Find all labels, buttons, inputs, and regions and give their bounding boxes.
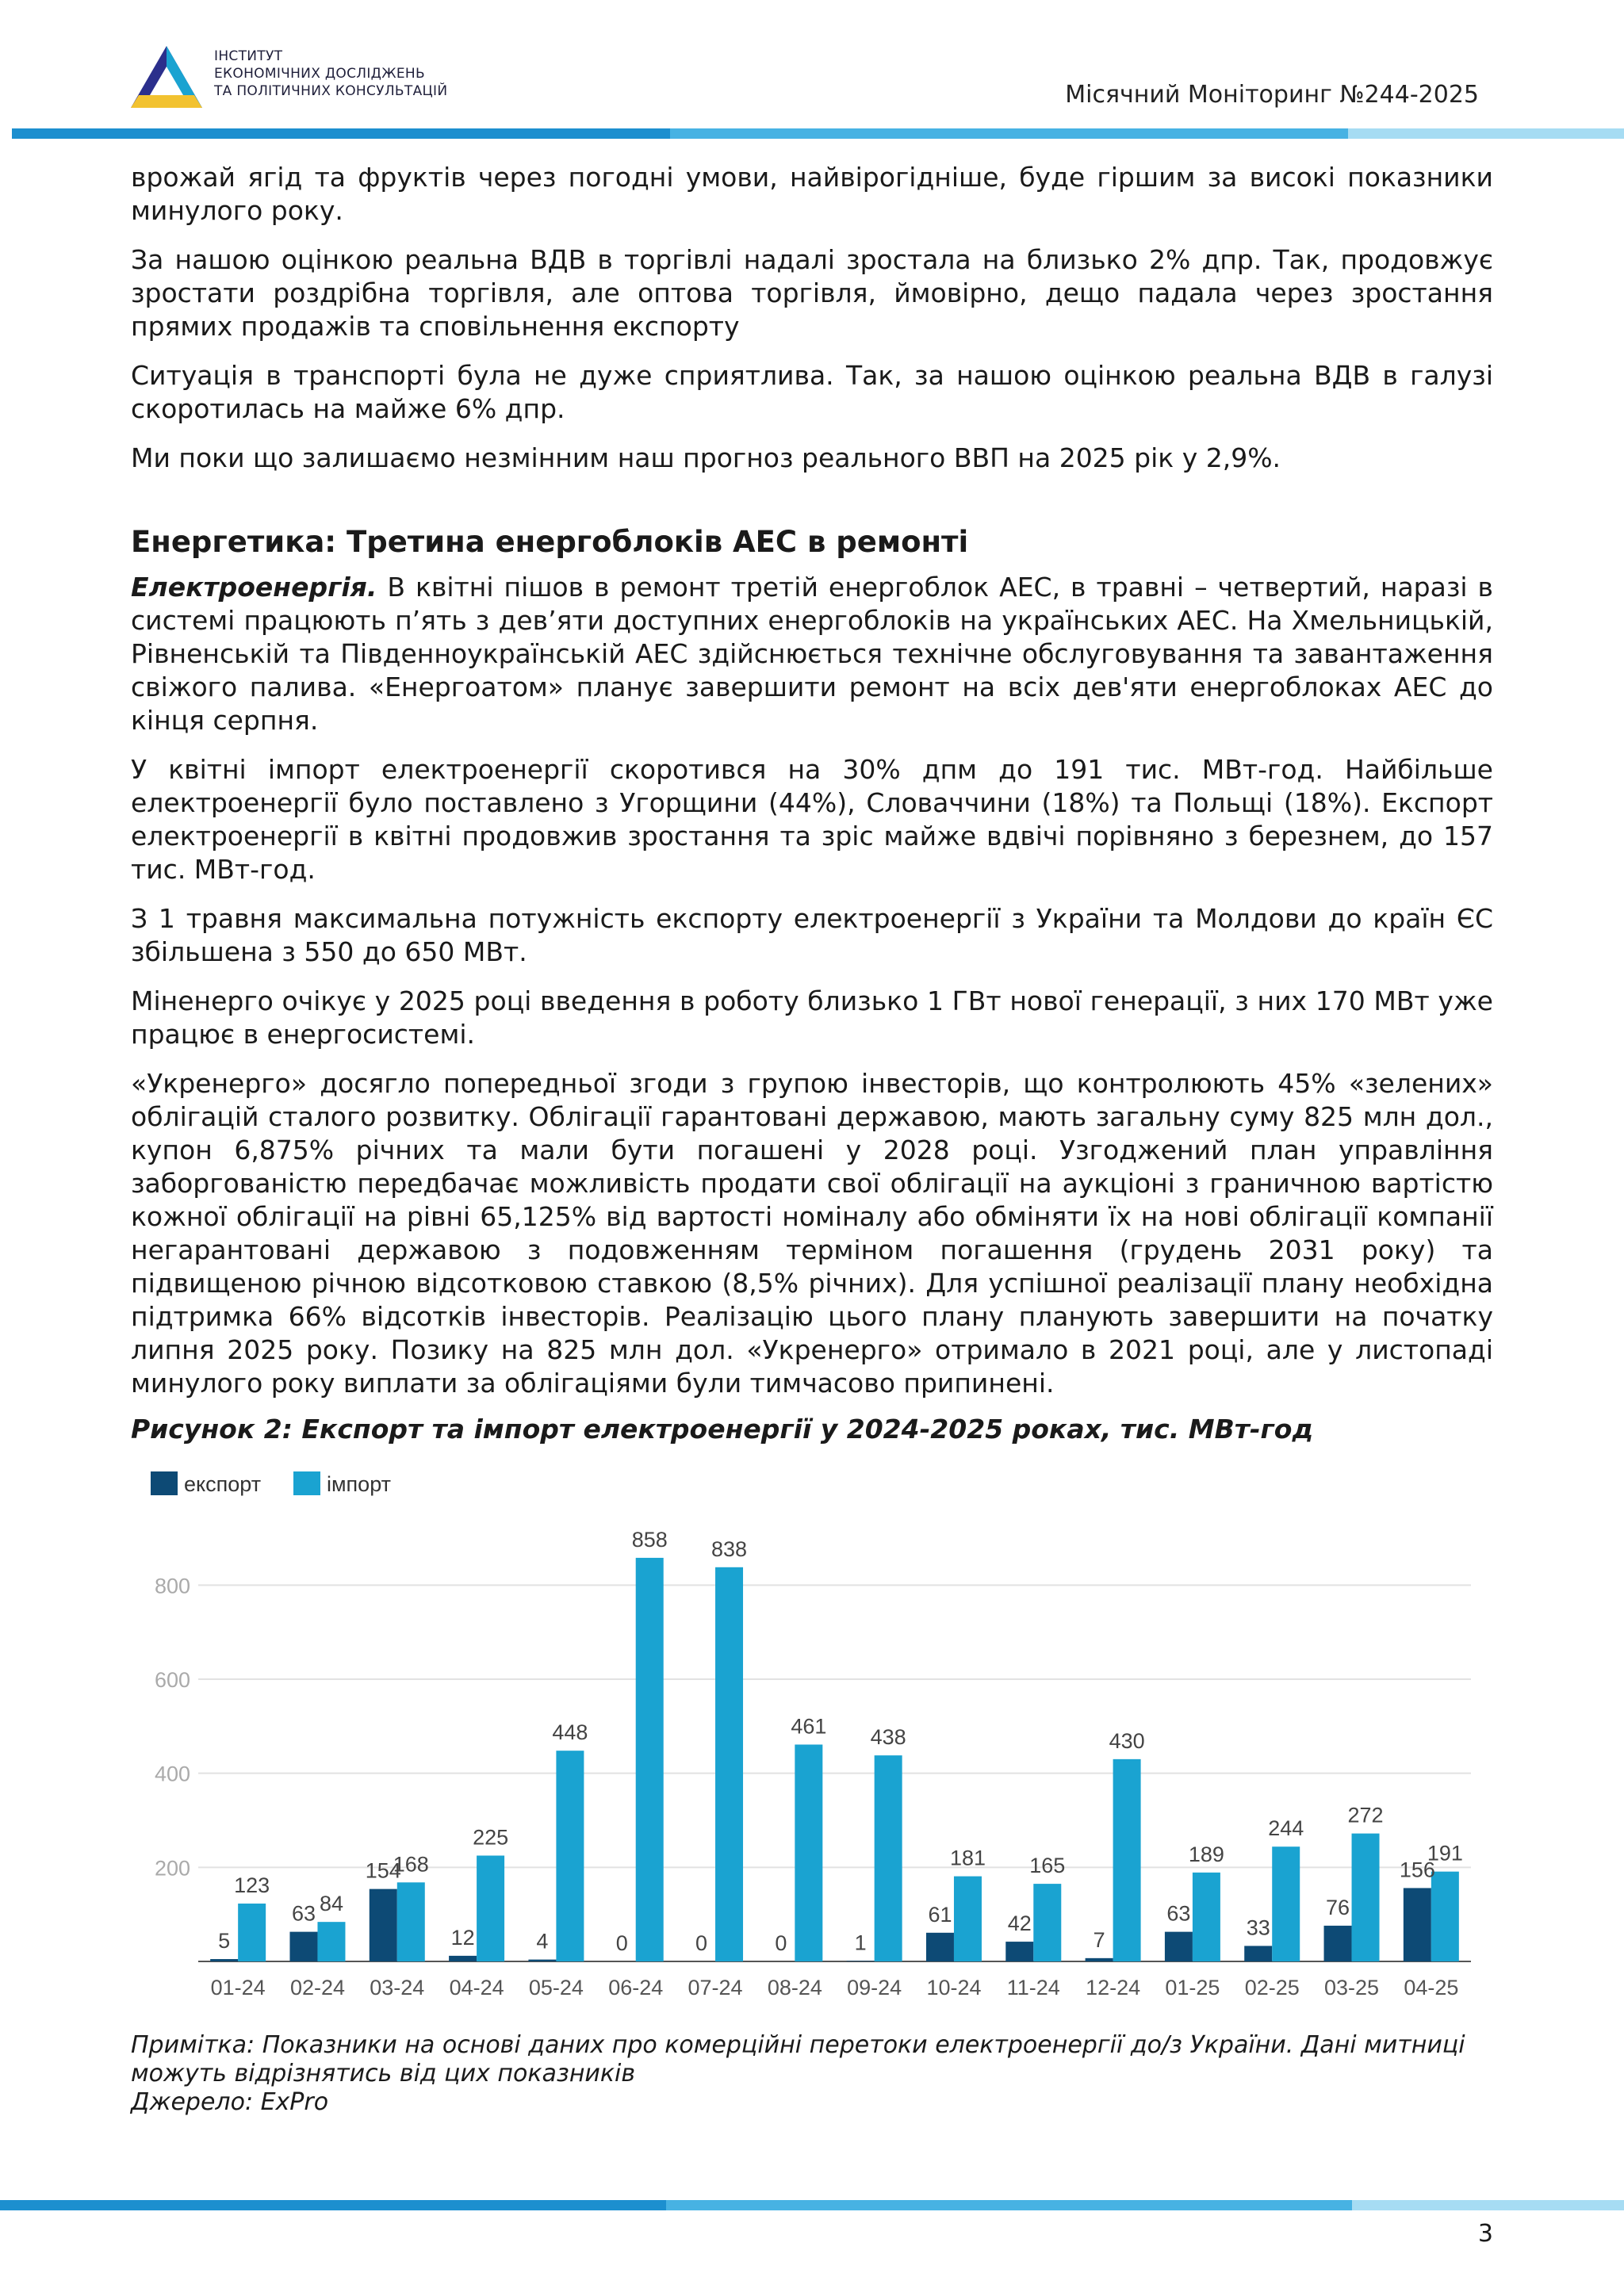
value-label-імпорт-01-24: 123 bbox=[234, 1873, 270, 1898]
header-band-dark bbox=[12, 128, 670, 139]
x-tick-label-01-25: 01-25 bbox=[1165, 1976, 1220, 1999]
text-block-energy bbox=[131, 523, 1493, 1416]
y-tick-label-200: 200 bbox=[154, 1856, 190, 1881]
paragraph-trade: За нашою оцінкою реальна ВДВ в торгівлі надалі зростала на близько 2% дпр. Так, продовжує зростати роздрібна торгівля, але оптова торгівля, ймовірно, дещо падала через зростання прямих продажів та сповільнення експорту bbox=[131, 244, 1493, 342]
bar-імпорт-07-24 bbox=[715, 1567, 743, 1961]
x-tick-label-03-24: 03-24 bbox=[370, 1976, 425, 1999]
value-label-імпорт-02-24: 84 bbox=[319, 1892, 343, 1916]
value-label-імпорт-09-24: 438 bbox=[870, 1725, 906, 1750]
paragraph-electricity bbox=[131, 571, 1493, 737]
bar-експорт-10-24 bbox=[926, 1933, 954, 1961]
bar-імпорт-11-24 bbox=[1033, 1884, 1061, 1961]
header-band-mid bbox=[670, 128, 1348, 139]
value-label-експорт-03-24: 154 bbox=[365, 1858, 401, 1883]
bar-експорт-03-25 bbox=[1324, 1926, 1352, 1961]
bar-експорт-01-25 bbox=[1165, 1932, 1193, 1961]
bar-імпорт-01-24 bbox=[238, 1904, 266, 1961]
y-tick-label-600: 600 bbox=[154, 1668, 190, 1692]
paragraph-harvest: врожай ягід та фруктів через погодні умови, найвірогідніше, буде гіршим за високі показники минулого року. bbox=[131, 162, 1493, 226]
value-label-імпорт-03-25: 272 bbox=[1347, 1803, 1384, 1827]
footer-band-dark bbox=[0, 2200, 666, 2210]
x-tick-label-02-24: 02-24 bbox=[289, 1976, 345, 1999]
value-label-імпорт-02-25: 244 bbox=[1268, 1816, 1304, 1841]
paragraph-new-generation: Міненерго очікує у 2025 році введення в роботу близько 1 ГВт нової генерації, з них 170 МВт уже працює в енергосистемі. bbox=[131, 985, 1493, 1050]
x-tick-label-12-24: 12-24 bbox=[1086, 1976, 1141, 1999]
bar-експорт-04-24 bbox=[449, 1956, 477, 1961]
x-tick-label-01-24: 01-24 bbox=[210, 1976, 266, 1999]
chart-legend bbox=[151, 1471, 391, 1496]
value-label-експорт-02-25: 33 bbox=[1246, 1915, 1270, 1940]
value-label-експорт-11-24: 42 bbox=[1007, 1911, 1032, 1936]
section-heading: Енергетика: Третина енергоблоків АЕС в ремонті bbox=[131, 525, 969, 559]
paragraph-ukrenergo-bonds: «Укренерго» досягло попередньої згоди з групою інвесторів, що контролюють 45% «зелених» облігацій сталого розвитку. Облігації гарантовані державою, мають загальну суму 825 млн дол., купон 6,875% річних та мали бути погашені у 2028 році. Узгоджений план управління заборгованістю передбачає можливість продати свої облігації на аукціоні з граничною вартістю кожної облігації на рівні 65,125% від вартості номіналу або обміняти їх на нові облігації компанії негарантовані державою з подовженням терміном погашення (грудень 2031 року) та підвищеною річною відсотковою ставкою (8,5% річних). Для успішної реалізації плану необхідна підтримка 66% відсотків інвесторів. Реалізацію цього плану планують завершити на початку липня 2025 року. Позику на 825 млн дол. «Укренерго» отримало в 2021 році, але у листопаді минулого року виплати за облігаціями були тимчасово припинені. bbox=[131, 1068, 1493, 1399]
value-label-імпорт-06-24: 858 bbox=[631, 1527, 668, 1552]
page-number: 3 bbox=[1477, 2220, 1493, 2248]
bar-імпорт-08-24 bbox=[795, 1744, 822, 1961]
paragraph-electricity-text: В квітні пішов в ремонт третій енергоблок АЕС, в травні – четвертий, наразі в системі працюють п’ять з дев’яти доступних енергоблоків на українських АЕС. На Хмельницькій, Рівненській та Південноукраїнській АЕС здійснюється технічне обслуговування та завантаження свіжого палива. «Енергоатом» планує завершити ремонт на всіх дев'яти енергоблоках АЕС до кінця серпня. bbox=[131, 572, 1493, 736]
value-label-експорт-06-24: 0 bbox=[615, 1931, 628, 1955]
x-tick-label-05-24: 05-24 bbox=[528, 1976, 584, 1999]
x-tick-label-10-24: 10-24 bbox=[926, 1976, 982, 1999]
bar-експорт-12-24 bbox=[1086, 1958, 1113, 1961]
x-tick-label-02-25: 02-25 bbox=[1244, 1976, 1300, 1999]
figure-note: Примітка: Показники на основі даних про комерційні перетоки електроенергії до/з України. Дані митниці можуть відрізнятись від цих показників bbox=[131, 2031, 1465, 2087]
figure-notes bbox=[131, 2031, 1493, 2117]
value-label-експорт-01-25: 63 bbox=[1166, 1901, 1191, 1926]
figure-title: Рисунок 2: Експорт та імпорт електроенергії у 2024-2025 роках, тис. МВт-год bbox=[131, 1414, 1314, 1445]
y-tick-label-800: 800 bbox=[154, 1574, 190, 1598]
value-label-імпорт-04-24: 225 bbox=[473, 1825, 509, 1850]
bar-експорт-04-25 bbox=[1404, 1888, 1431, 1961]
institute-line-3: ТА ПОЛІТИЧНИХ КОНСУЛЬТАЦІЙ bbox=[214, 83, 448, 99]
value-label-імпорт-03-24: 168 bbox=[393, 1852, 429, 1877]
footer-band-light bbox=[1352, 2200, 1624, 2210]
legend-swatch-1 bbox=[293, 1471, 320, 1495]
value-label-експорт-08-24: 0 bbox=[775, 1931, 787, 1955]
value-label-експорт-04-24: 12 bbox=[450, 1925, 475, 1950]
bar-експорт-03-24 bbox=[370, 1889, 397, 1961]
x-tick-label-06-24: 06-24 bbox=[608, 1976, 664, 1999]
bar-імпорт-03-24 bbox=[397, 1882, 425, 1961]
value-label-імпорт-08-24: 461 bbox=[791, 1714, 827, 1739]
paragraph-export-capacity: З 1 травня максимальна потужність експорту електроенергії з України та Молдови до країн ЄС збільшена з 550 до 650 МВт. bbox=[131, 903, 1493, 967]
bar-імпорт-12-24 bbox=[1113, 1759, 1141, 1961]
x-tick-label-09-24: 09-24 bbox=[847, 1976, 902, 1999]
bar-експорт-02-25 bbox=[1244, 1946, 1272, 1961]
electricity-chart bbox=[131, 1459, 1493, 2014]
bar-експорт-02-24 bbox=[289, 1932, 317, 1961]
paragraph-lead: Електроенергія. bbox=[131, 572, 377, 603]
value-label-експорт-01-24: 5 bbox=[218, 1929, 231, 1954]
bar-імпорт-02-24 bbox=[317, 1922, 345, 1961]
footer-band-mid bbox=[666, 2200, 1352, 2210]
report-title: Місячний Моніторинг №244-2025 bbox=[1065, 81, 1479, 109]
institute-logo bbox=[131, 46, 202, 108]
institute-name bbox=[214, 48, 447, 100]
legend-swatch-0 bbox=[151, 1471, 178, 1495]
value-label-експорт-05-24: 4 bbox=[536, 1929, 549, 1954]
legend-label-1: імпорт bbox=[327, 1472, 391, 1496]
bar-імпорт-06-24 bbox=[636, 1558, 664, 1961]
value-label-імпорт-07-24: 838 bbox=[711, 1536, 748, 1561]
y-tick-label-400: 400 bbox=[154, 1762, 190, 1786]
bar-імпорт-05-24 bbox=[556, 1751, 584, 1961]
x-tick-label-04-25: 04-25 bbox=[1404, 1976, 1459, 1999]
institute-line-1: ІНСТИТУТ bbox=[214, 48, 283, 64]
x-tick-label-04-24: 04-24 bbox=[449, 1976, 504, 1999]
value-label-експорт-03-25: 76 bbox=[1326, 1895, 1350, 1919]
bar-експорт-05-24 bbox=[528, 1960, 556, 1961]
x-tick-label-11-24: 11-24 bbox=[1006, 1976, 1060, 1999]
bar-імпорт-03-25 bbox=[1352, 1834, 1380, 1961]
paragraph-transport: Ситуація в транспорті була не дуже сприятлива. Так, за нашою оцінкою реальна ВДВ в галузі скоротилась на майже 6% дпр. bbox=[131, 360, 1493, 424]
figure-source: Джерело: ExPro bbox=[131, 2088, 329, 2116]
value-label-експорт-12-24: 7 bbox=[1093, 1927, 1105, 1952]
text-block-top bbox=[131, 161, 1493, 491]
bar-імпорт-02-25 bbox=[1272, 1846, 1300, 1961]
value-label-імпорт-12-24: 430 bbox=[1109, 1728, 1145, 1753]
x-tick-label-07-24: 07-24 bbox=[688, 1976, 743, 1999]
value-label-імпорт-01-25: 189 bbox=[1188, 1842, 1224, 1866]
value-label-експорт-07-24: 0 bbox=[695, 1931, 708, 1955]
header-band-light bbox=[1348, 128, 1624, 139]
bar-експорт-01-24 bbox=[210, 1959, 238, 1961]
paragraph-import: У квітні імпорт електроенергії скоротився на 30% дпм до 191 тис. МВт-год. Найбільше електроенергії було поставлено з Угорщини (44%), Словаччини (18%) та Польщі (18%). Експорт електроенергії в квітні продовжив зростання та зріс майже вдвічі порівняно з березнем, до 157 тис. МВт-год. bbox=[131, 754, 1493, 885]
bar-експорт-11-24 bbox=[1005, 1942, 1033, 1961]
value-label-експорт-09-24: 1 bbox=[854, 1931, 867, 1955]
bar-імпорт-10-24 bbox=[954, 1877, 982, 1961]
paragraph-gdp-forecast: Ми поки що залишаємо незмінним наш прогноз реального ВВП на 2025 рік у 2,9%. bbox=[131, 442, 1281, 473]
value-label-експорт-04-25: 156 bbox=[1399, 1858, 1435, 1882]
value-label-імпорт-11-24: 165 bbox=[1029, 1854, 1066, 1878]
legend-label-0: експорт bbox=[184, 1472, 262, 1496]
x-tick-label-08-24: 08-24 bbox=[767, 1976, 822, 1999]
bar-імпорт-04-25 bbox=[1431, 1872, 1459, 1961]
value-label-експорт-10-24: 61 bbox=[928, 1902, 952, 1927]
value-label-експорт-02-24: 63 bbox=[291, 1901, 316, 1926]
bar-імпорт-01-25 bbox=[1193, 1873, 1220, 1961]
value-label-імпорт-04-25: 191 bbox=[1427, 1841, 1463, 1866]
value-label-імпорт-05-24: 448 bbox=[552, 1720, 588, 1745]
x-tick-label-03-25: 03-25 bbox=[1324, 1976, 1380, 1999]
value-label-імпорт-10-24: 181 bbox=[949, 1846, 986, 1870]
bar-імпорт-09-24 bbox=[875, 1755, 902, 1961]
institute-line-2: ЕКОНОМІЧНИХ ДОСЛІДЖЕНЬ bbox=[214, 66, 425, 82]
bar-імпорт-04-24 bbox=[477, 1856, 504, 1962]
